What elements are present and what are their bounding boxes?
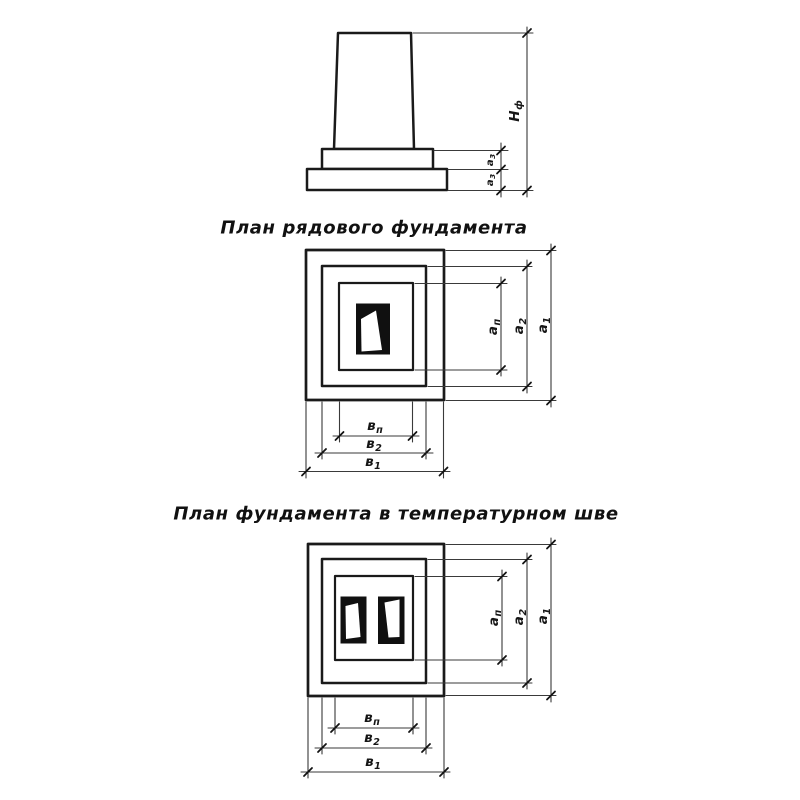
dim-sub: 1 — [374, 760, 381, 772]
plan2-dim-a1 — [535, 608, 553, 624]
dim-base: а — [485, 326, 502, 336]
dim-base: в — [366, 436, 375, 453]
plan1-dim-ap — [485, 319, 503, 335]
plan2-dim-bp — [364, 710, 380, 728]
dim-sub: п — [491, 318, 503, 326]
dim-base: а — [535, 615, 552, 625]
dim-base: в — [365, 454, 374, 471]
dim-sub: 1 — [541, 607, 553, 615]
dim-base: а — [486, 617, 503, 627]
dim-base: а — [484, 159, 496, 167]
plan2-outline — [308, 544, 444, 696]
plan-expansion-joint-foundation — [301, 538, 556, 778]
dim-label-step-1 — [485, 154, 497, 166]
dim-sub: 1 — [374, 460, 381, 472]
dim-label-step-2 — [485, 174, 497, 186]
dim-sub: п — [492, 609, 504, 617]
dim-sub: п — [376, 424, 383, 436]
plan2-dim-b2 — [364, 730, 380, 748]
dim-base: а — [535, 324, 552, 334]
dim-base: в — [367, 418, 376, 435]
dim-sub: 3 — [488, 153, 498, 159]
dim-sub: п — [373, 716, 380, 728]
plan2-title: План фундамента в температурном шве — [173, 503, 619, 525]
dim-sub: ф — [513, 100, 525, 110]
plan1-dim-bp — [367, 418, 383, 436]
lower-step-outline — [307, 169, 447, 190]
dim-sub: 2 — [517, 317, 529, 325]
dim-sub: 2 — [373, 736, 380, 748]
plan1-outline — [306, 250, 444, 400]
plan1-title: План рядового фундамента — [220, 217, 528, 239]
dim-label-hf — [507, 100, 525, 121]
dim-base: а — [511, 325, 528, 335]
dim-base: а — [484, 179, 496, 187]
plan2-dim-a2 — [511, 609, 529, 625]
dim-base: в — [364, 710, 373, 727]
column-outline — [334, 33, 414, 149]
plan1-dim-b1 — [365, 454, 381, 472]
dim-base: в — [365, 754, 374, 771]
dim-sub: 2 — [375, 442, 382, 454]
upper-step-outline — [322, 149, 433, 169]
dim-base: Н — [507, 110, 524, 122]
dim-sub: 2 — [517, 608, 529, 616]
plan2-dim-b1 — [365, 754, 381, 772]
plan1-dim-a2 — [511, 318, 529, 334]
plan2-dim-ap — [486, 610, 504, 626]
dim-sub: 1 — [541, 316, 553, 324]
plan-ordinary-foundation — [299, 244, 556, 478]
dim-base: а — [511, 616, 528, 626]
plan1-dim-b2 — [366, 436, 382, 454]
foundation-elevation-outline — [307, 33, 447, 190]
dim-base: в — [364, 730, 373, 747]
plan2-left-socket-hole — [346, 603, 361, 639]
dim-sub: 3 — [488, 173, 498, 179]
elevation-view — [307, 27, 533, 197]
plan1-dim-a1 — [535, 317, 553, 333]
